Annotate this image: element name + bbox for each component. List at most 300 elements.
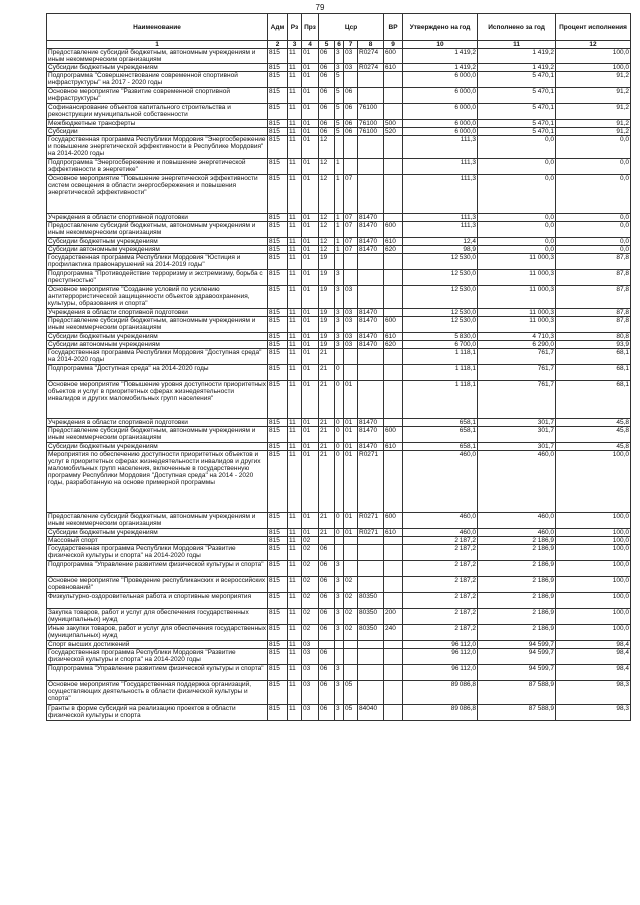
row-rz: 11 <box>288 159 302 175</box>
row-executed: 301,7 <box>478 443 556 451</box>
row-percent: 100,0 <box>556 537 631 545</box>
row-prz: 01 <box>302 175 319 214</box>
table-row <box>47 593 631 609</box>
row-csr-direction: R0274 <box>358 49 384 64</box>
row-adm: 815 <box>268 64 288 72</box>
row-vr: 600 <box>384 427 403 443</box>
row-vr: 610 <box>384 529 403 537</box>
row-prz: 01 <box>302 128 319 136</box>
row-approved: 658,1 <box>403 419 478 427</box>
row-approved: 12 530,0 <box>403 317 478 333</box>
row-approved: 111,3 <box>403 159 478 175</box>
row-percent: 87,8 <box>556 270 631 286</box>
row-vr <box>384 577 403 593</box>
row-csr-subprogram: 3 <box>335 270 344 286</box>
table-row <box>47 545 631 561</box>
row-vr <box>384 537 403 545</box>
row-executed: 1 419,2 <box>478 49 556 64</box>
row-csr-program: 21 <box>319 427 335 443</box>
row-rz: 11 <box>288 365 302 381</box>
row-csr-program: 06 <box>319 64 335 72</box>
row-vr: 610 <box>384 238 403 246</box>
row-rz: 11 <box>288 222 302 238</box>
row-percent: 100,0 <box>556 561 631 577</box>
row-executed: 11 000,3 <box>478 309 556 317</box>
row-executed: 761,7 <box>478 349 556 365</box>
row-csr-direction: R0274 <box>358 64 384 72</box>
row-approved: 111,3 <box>403 214 478 222</box>
row-csr-event: 02 <box>344 609 358 625</box>
row-csr-event: 01 <box>344 529 358 537</box>
row-approved: 96 112,0 <box>403 649 478 665</box>
row-csr-direction: 80350 <box>358 625 384 641</box>
row-csr-direction: 76100 <box>358 120 384 128</box>
row-csr-subprogram: 3 <box>335 317 344 333</box>
row-name: Закупка товаров, работ и услуг для обеспечения государственных (муниципальных) нужд <box>47 609 268 625</box>
row-csr-event <box>344 159 358 175</box>
row-csr-subprogram: 3 <box>335 333 344 341</box>
row-percent: 100,0 <box>556 513 631 529</box>
row-csr-direction <box>358 72 384 88</box>
row-csr-program: 06 <box>319 609 335 625</box>
row-csr-direction: 80350 <box>358 609 384 625</box>
row-percent: 80,8 <box>556 333 631 341</box>
row-prz: 01 <box>302 159 319 175</box>
row-vr: 240 <box>384 625 403 641</box>
row-name: Субсидии бюджетным учреждениям <box>47 333 268 341</box>
column-number: 12 <box>556 41 631 49</box>
row-percent: 45,8 <box>556 427 631 443</box>
row-csr-program: 06 <box>319 104 335 120</box>
row-csr-subprogram: 5 <box>335 128 344 136</box>
row-csr-program: 21 <box>319 451 335 513</box>
row-rz: 11 <box>288 333 302 341</box>
header-csr: Цср <box>319 14 384 41</box>
row-csr-direction <box>358 577 384 593</box>
row-csr-event: 06 <box>344 120 358 128</box>
row-name: Гранты в форме субсидий на реализацию проектов в области физической культуры и спорта <box>47 705 268 721</box>
row-csr-event <box>344 136 358 159</box>
row-rz: 11 <box>288 254 302 270</box>
row-prz: 01 <box>302 365 319 381</box>
row-adm: 815 <box>268 545 288 561</box>
row-name: Субсидии бюджетным учреждениям <box>47 443 268 451</box>
row-name: Субсидии бюджетным учреждениям <box>47 238 268 246</box>
row-adm: 815 <box>268 222 288 238</box>
row-percent: 91,2 <box>556 104 631 120</box>
row-adm: 815 <box>268 649 288 665</box>
row-adm: 815 <box>268 609 288 625</box>
row-executed: 761,7 <box>478 365 556 381</box>
row-percent: 100,0 <box>556 529 631 537</box>
row-vr <box>384 681 403 705</box>
row-csr-direction <box>358 545 384 561</box>
row-rz: 11 <box>288 681 302 705</box>
row-rz: 11 <box>288 443 302 451</box>
row-vr <box>384 641 403 649</box>
row-executed: 2 186,9 <box>478 609 556 625</box>
row-name: Межбюджетные трансферты <box>47 120 268 128</box>
row-csr-direction <box>358 349 384 365</box>
row-name: Подпрограмма "Совершенствование современной спортивной инфраструктуры" на 2017 - 2020 годы <box>47 72 268 88</box>
row-csr-subprogram: 3 <box>335 577 344 593</box>
row-csr-program: 06 <box>319 561 335 577</box>
row-name: Субсидии бюджетным учреждениям <box>47 64 268 72</box>
row-percent: 45,8 <box>556 419 631 427</box>
row-vr <box>384 286 403 309</box>
row-prz: 01 <box>302 427 319 443</box>
row-prz: 02 <box>302 609 319 625</box>
row-csr-subprogram: 0 <box>335 529 344 537</box>
row-csr-event <box>344 365 358 381</box>
column-number: 2 <box>268 41 288 49</box>
row-vr <box>384 649 403 665</box>
table-row <box>47 175 631 214</box>
row-approved: 111,3 <box>403 136 478 159</box>
row-csr-direction <box>358 681 384 705</box>
row-vr <box>384 72 403 88</box>
row-csr-direction: R0271 <box>358 451 384 513</box>
row-adm: 815 <box>268 537 288 545</box>
row-percent: 68,1 <box>556 349 631 365</box>
row-rz: 11 <box>288 641 302 649</box>
row-adm: 815 <box>268 577 288 593</box>
row-vr: 600 <box>384 49 403 64</box>
row-rz: 11 <box>288 246 302 254</box>
row-csr-program: 06 <box>319 128 335 136</box>
row-executed: 11 000,3 <box>478 317 556 333</box>
row-percent: 87,8 <box>556 309 631 317</box>
row-csr-direction <box>358 159 384 175</box>
table-row <box>47 128 631 136</box>
row-executed: 460,0 <box>478 529 556 537</box>
row-csr-subprogram: 1 <box>335 214 344 222</box>
row-vr <box>384 705 403 721</box>
row-executed: 0,0 <box>478 159 556 175</box>
row-percent: 100,0 <box>556 64 631 72</box>
row-adm: 815 <box>268 128 288 136</box>
row-prz: 01 <box>302 451 319 513</box>
row-approved: 6 000,0 <box>403 88 478 104</box>
row-approved: 89 086,8 <box>403 681 478 705</box>
row-csr-event: 07 <box>344 238 358 246</box>
row-csr-program: 12 <box>319 222 335 238</box>
row-approved: 2 187,2 <box>403 561 478 577</box>
row-csr-event: 07 <box>344 246 358 254</box>
table-row <box>47 286 631 309</box>
row-prz: 01 <box>302 64 319 72</box>
row-csr-program: 12 <box>319 175 335 214</box>
row-vr <box>384 88 403 104</box>
row-rz: 11 <box>288 529 302 537</box>
row-percent: 100,0 <box>556 545 631 561</box>
row-adm: 815 <box>268 317 288 333</box>
row-executed: 94 599,7 <box>478 641 556 649</box>
row-csr-program: 12 <box>319 246 335 254</box>
row-prz: 01 <box>302 309 319 317</box>
row-csr-subprogram: 3 <box>335 593 344 609</box>
row-percent: 91,2 <box>556 72 631 88</box>
row-approved: 12 530,0 <box>403 309 478 317</box>
row-adm: 815 <box>268 309 288 317</box>
row-csr-subprogram: 0 <box>335 427 344 443</box>
row-name: Подпрограмма "Управление развитием физической культуры и спорта" <box>47 561 268 577</box>
row-csr-event: 01 <box>344 513 358 529</box>
row-csr-event <box>344 545 358 561</box>
row-executed: 5 470,1 <box>478 88 556 104</box>
row-csr-event: 03 <box>344 286 358 309</box>
row-rz: 11 <box>288 451 302 513</box>
row-rz: 11 <box>288 349 302 365</box>
row-name: Основное мероприятие "Развитие современной спортивной инфраструктуры" <box>47 88 268 104</box>
row-adm: 815 <box>268 175 288 214</box>
row-csr-subprogram: 0 <box>335 451 344 513</box>
table-row <box>47 537 631 545</box>
row-adm: 815 <box>268 49 288 64</box>
table-row <box>47 419 631 427</box>
row-csr-program: 12 <box>319 214 335 222</box>
row-csr-program: 21 <box>319 529 335 537</box>
row-percent: 100,0 <box>556 577 631 593</box>
row-csr-event: 07 <box>344 214 358 222</box>
row-csr-program <box>319 641 335 649</box>
row-rz: 11 <box>288 545 302 561</box>
table-row <box>47 49 631 64</box>
row-name: Субсидии автономным учреждениям <box>47 341 268 349</box>
row-name: Подпрограмма "Энергосбережение и повышение энергетической эффективности в энергетике" <box>47 159 268 175</box>
row-csr-direction <box>358 365 384 381</box>
row-executed: 0,0 <box>478 222 556 238</box>
row-adm: 815 <box>268 625 288 641</box>
row-prz: 03 <box>302 641 319 649</box>
row-rz: 11 <box>288 665 302 681</box>
table-row <box>47 341 631 349</box>
row-vr <box>384 365 403 381</box>
row-adm: 815 <box>268 88 288 104</box>
table-row <box>47 64 631 72</box>
row-adm: 815 <box>268 214 288 222</box>
row-vr <box>384 104 403 120</box>
row-percent: 100,0 <box>556 49 631 64</box>
row-approved: 12 530,0 <box>403 254 478 270</box>
row-adm: 815 <box>268 254 288 270</box>
row-name: Субсидии <box>47 128 268 136</box>
row-percent: 0,0 <box>556 246 631 254</box>
row-csr-event <box>344 665 358 681</box>
row-approved: 2 187,2 <box>403 609 478 625</box>
row-executed: 2 186,9 <box>478 537 556 545</box>
row-csr-event <box>344 561 358 577</box>
row-vr <box>384 561 403 577</box>
row-percent: 98,4 <box>556 641 631 649</box>
row-csr-event: 02 <box>344 593 358 609</box>
row-csr-program: 06 <box>319 88 335 104</box>
row-percent: 0,0 <box>556 175 631 214</box>
row-csr-program: 21 <box>319 443 335 451</box>
row-prz: 02 <box>302 561 319 577</box>
row-csr-subprogram: 3 <box>335 609 344 625</box>
row-approved: 460,0 <box>403 451 478 513</box>
row-name: Основное мероприятие "Создание условий по усилению антитеррористической защищенности объектов здравоохранения, культуры, образования и спорта" <box>47 286 268 309</box>
row-name: Подпрограмма "Доступная среда" на 2014-2020 годы <box>47 365 268 381</box>
row-adm: 815 <box>268 561 288 577</box>
row-csr-program: 12 <box>319 159 335 175</box>
row-percent: 100,0 <box>556 609 631 625</box>
row-percent: 98,3 <box>556 681 631 705</box>
row-percent: 98,4 <box>556 665 631 681</box>
row-adm: 815 <box>268 365 288 381</box>
row-adm: 815 <box>268 705 288 721</box>
row-csr-event: 07 <box>344 175 358 214</box>
row-csr-direction: 81470 <box>358 238 384 246</box>
row-csr-event: 01 <box>344 427 358 443</box>
table-row <box>47 577 631 593</box>
row-adm: 815 <box>268 665 288 681</box>
row-csr-event: 01 <box>344 443 358 451</box>
row-percent: 98,3 <box>556 705 631 721</box>
row-approved: 111,3 <box>403 222 478 238</box>
row-prz: 02 <box>302 593 319 609</box>
row-percent: 100,0 <box>556 625 631 641</box>
table-row <box>47 222 631 238</box>
row-adm: 815 <box>268 341 288 349</box>
row-prz: 02 <box>302 625 319 641</box>
row-percent: 91,2 <box>556 88 631 104</box>
row-csr-event: 02 <box>344 577 358 593</box>
row-vr <box>384 214 403 222</box>
row-csr-subprogram: 1 <box>335 238 344 246</box>
row-csr-event: 03 <box>344 49 358 64</box>
row-executed: 301,7 <box>478 427 556 443</box>
row-rz: 11 <box>288 120 302 128</box>
table-row <box>47 681 631 705</box>
row-vr: 620 <box>384 341 403 349</box>
row-percent: 93,9 <box>556 341 631 349</box>
row-percent: 68,1 <box>556 381 631 419</box>
row-rz: 11 <box>288 609 302 625</box>
row-csr-event: 06 <box>344 88 358 104</box>
row-percent: 0,0 <box>556 222 631 238</box>
column-number: 3 <box>288 41 302 49</box>
row-csr-program: 19 <box>319 317 335 333</box>
row-csr-subprogram: 3 <box>335 64 344 72</box>
row-prz: 01 <box>302 349 319 365</box>
column-number: 6 <box>335 41 344 49</box>
row-csr-event: 02 <box>344 625 358 641</box>
table-row <box>47 427 631 443</box>
row-csr-program: 21 <box>319 365 335 381</box>
row-csr-event: 03 <box>344 309 358 317</box>
row-csr-program: 06 <box>319 665 335 681</box>
row-approved: 96 112,0 <box>403 641 478 649</box>
row-adm: 815 <box>268 270 288 286</box>
row-csr-subprogram: 3 <box>335 625 344 641</box>
row-name: Предоставление субсидий бюджетным, автономным учреждениям и иным некоммерческим организациям <box>47 49 268 64</box>
table-row <box>47 705 631 721</box>
table-row <box>47 451 631 513</box>
row-csr-event: 05 <box>344 681 358 705</box>
row-adm: 815 <box>268 451 288 513</box>
row-approved: 2 187,2 <box>403 577 478 593</box>
column-number: 5 <box>319 41 335 49</box>
row-vr: 600 <box>384 317 403 333</box>
row-csr-subprogram <box>335 545 344 561</box>
row-prz: 03 <box>302 705 319 721</box>
row-name: Софинансирование объектов капитального строительства и реконструкции муниципальной собственности <box>47 104 268 120</box>
row-name: Предоставление субсидий бюджетным, автономным учреждениям и иным некоммерческим организациям <box>47 317 268 333</box>
row-rz: 11 <box>288 270 302 286</box>
row-csr-program: 06 <box>319 625 335 641</box>
row-csr-subprogram: 3 <box>335 705 344 721</box>
row-vr <box>384 545 403 561</box>
row-rz: 11 <box>288 649 302 665</box>
row-csr-event <box>344 349 358 365</box>
table-row <box>47 649 631 665</box>
header-name: Наименование <box>47 14 268 41</box>
row-adm: 815 <box>268 419 288 427</box>
row-approved: 1 419,2 <box>403 64 478 72</box>
row-csr-subprogram: 3 <box>335 286 344 309</box>
row-vr <box>384 254 403 270</box>
row-executed: 87 588,9 <box>478 681 556 705</box>
row-prz: 03 <box>302 681 319 705</box>
row-name: Предоставление субсидий бюджетным, автономным учреждениям и иным некоммерческим организациям <box>47 222 268 238</box>
row-csr-event: 05 <box>344 705 358 721</box>
row-csr-direction: 81470 <box>358 443 384 451</box>
row-csr-direction: 81470 <box>358 309 384 317</box>
row-name: Учреждения в области спортивной подготовки <box>47 309 268 317</box>
table-row <box>47 561 631 577</box>
row-percent: 87,8 <box>556 317 631 333</box>
row-csr-event <box>344 649 358 665</box>
row-executed: 761,7 <box>478 381 556 419</box>
row-approved: 658,1 <box>403 443 478 451</box>
row-approved: 6 700,0 <box>403 341 478 349</box>
row-executed: 2 186,9 <box>478 577 556 593</box>
column-number: 11 <box>478 41 556 49</box>
row-prz: 01 <box>302 381 319 419</box>
row-vr: 610 <box>384 443 403 451</box>
row-vr: 500 <box>384 120 403 128</box>
row-csr-direction: 84040 <box>358 705 384 721</box>
row-adm: 815 <box>268 443 288 451</box>
row-vr <box>384 270 403 286</box>
row-csr-event: 01 <box>344 381 358 419</box>
row-rz: 11 <box>288 238 302 246</box>
row-approved: 6 000,0 <box>403 120 478 128</box>
row-csr-direction <box>358 175 384 214</box>
row-executed: 11 000,3 <box>478 254 556 270</box>
row-csr-subprogram: 1 <box>335 222 344 238</box>
row-csr-direction <box>358 286 384 309</box>
row-percent: 0,0 <box>556 136 631 159</box>
row-prz: 01 <box>302 214 319 222</box>
row-name: Предоставление субсидий бюджетным, автономным учреждениям и иным некоммерческим организациям <box>47 513 268 529</box>
row-percent: 87,8 <box>556 254 631 270</box>
row-adm: 815 <box>268 159 288 175</box>
table-row <box>47 246 631 254</box>
row-rz: 11 <box>288 175 302 214</box>
row-approved: 111,3 <box>403 175 478 214</box>
row-prz: 02 <box>302 537 319 545</box>
row-csr-subprogram: 1 <box>335 175 344 214</box>
row-name: Мероприятия по обеспечению доступности приоритетных объектов и услуг в приоритетных сферах жизнедеятельности инвалидов и других маломобильных групп населения, включенные в государственную программу Республики Мордовия "Доступная среда" на 2014 - 2020 годы, разработанную на основе примерной программы <box>47 451 268 513</box>
row-csr-program: 06 <box>319 49 335 64</box>
row-name: Государственная программа Республики Мордовия "Юстиция и профилактика правонарушений на 2014-2019 годы" <box>47 254 268 270</box>
row-rz: 11 <box>288 72 302 88</box>
row-csr-direction: R0271 <box>358 513 384 529</box>
row-csr-subprogram <box>335 349 344 365</box>
